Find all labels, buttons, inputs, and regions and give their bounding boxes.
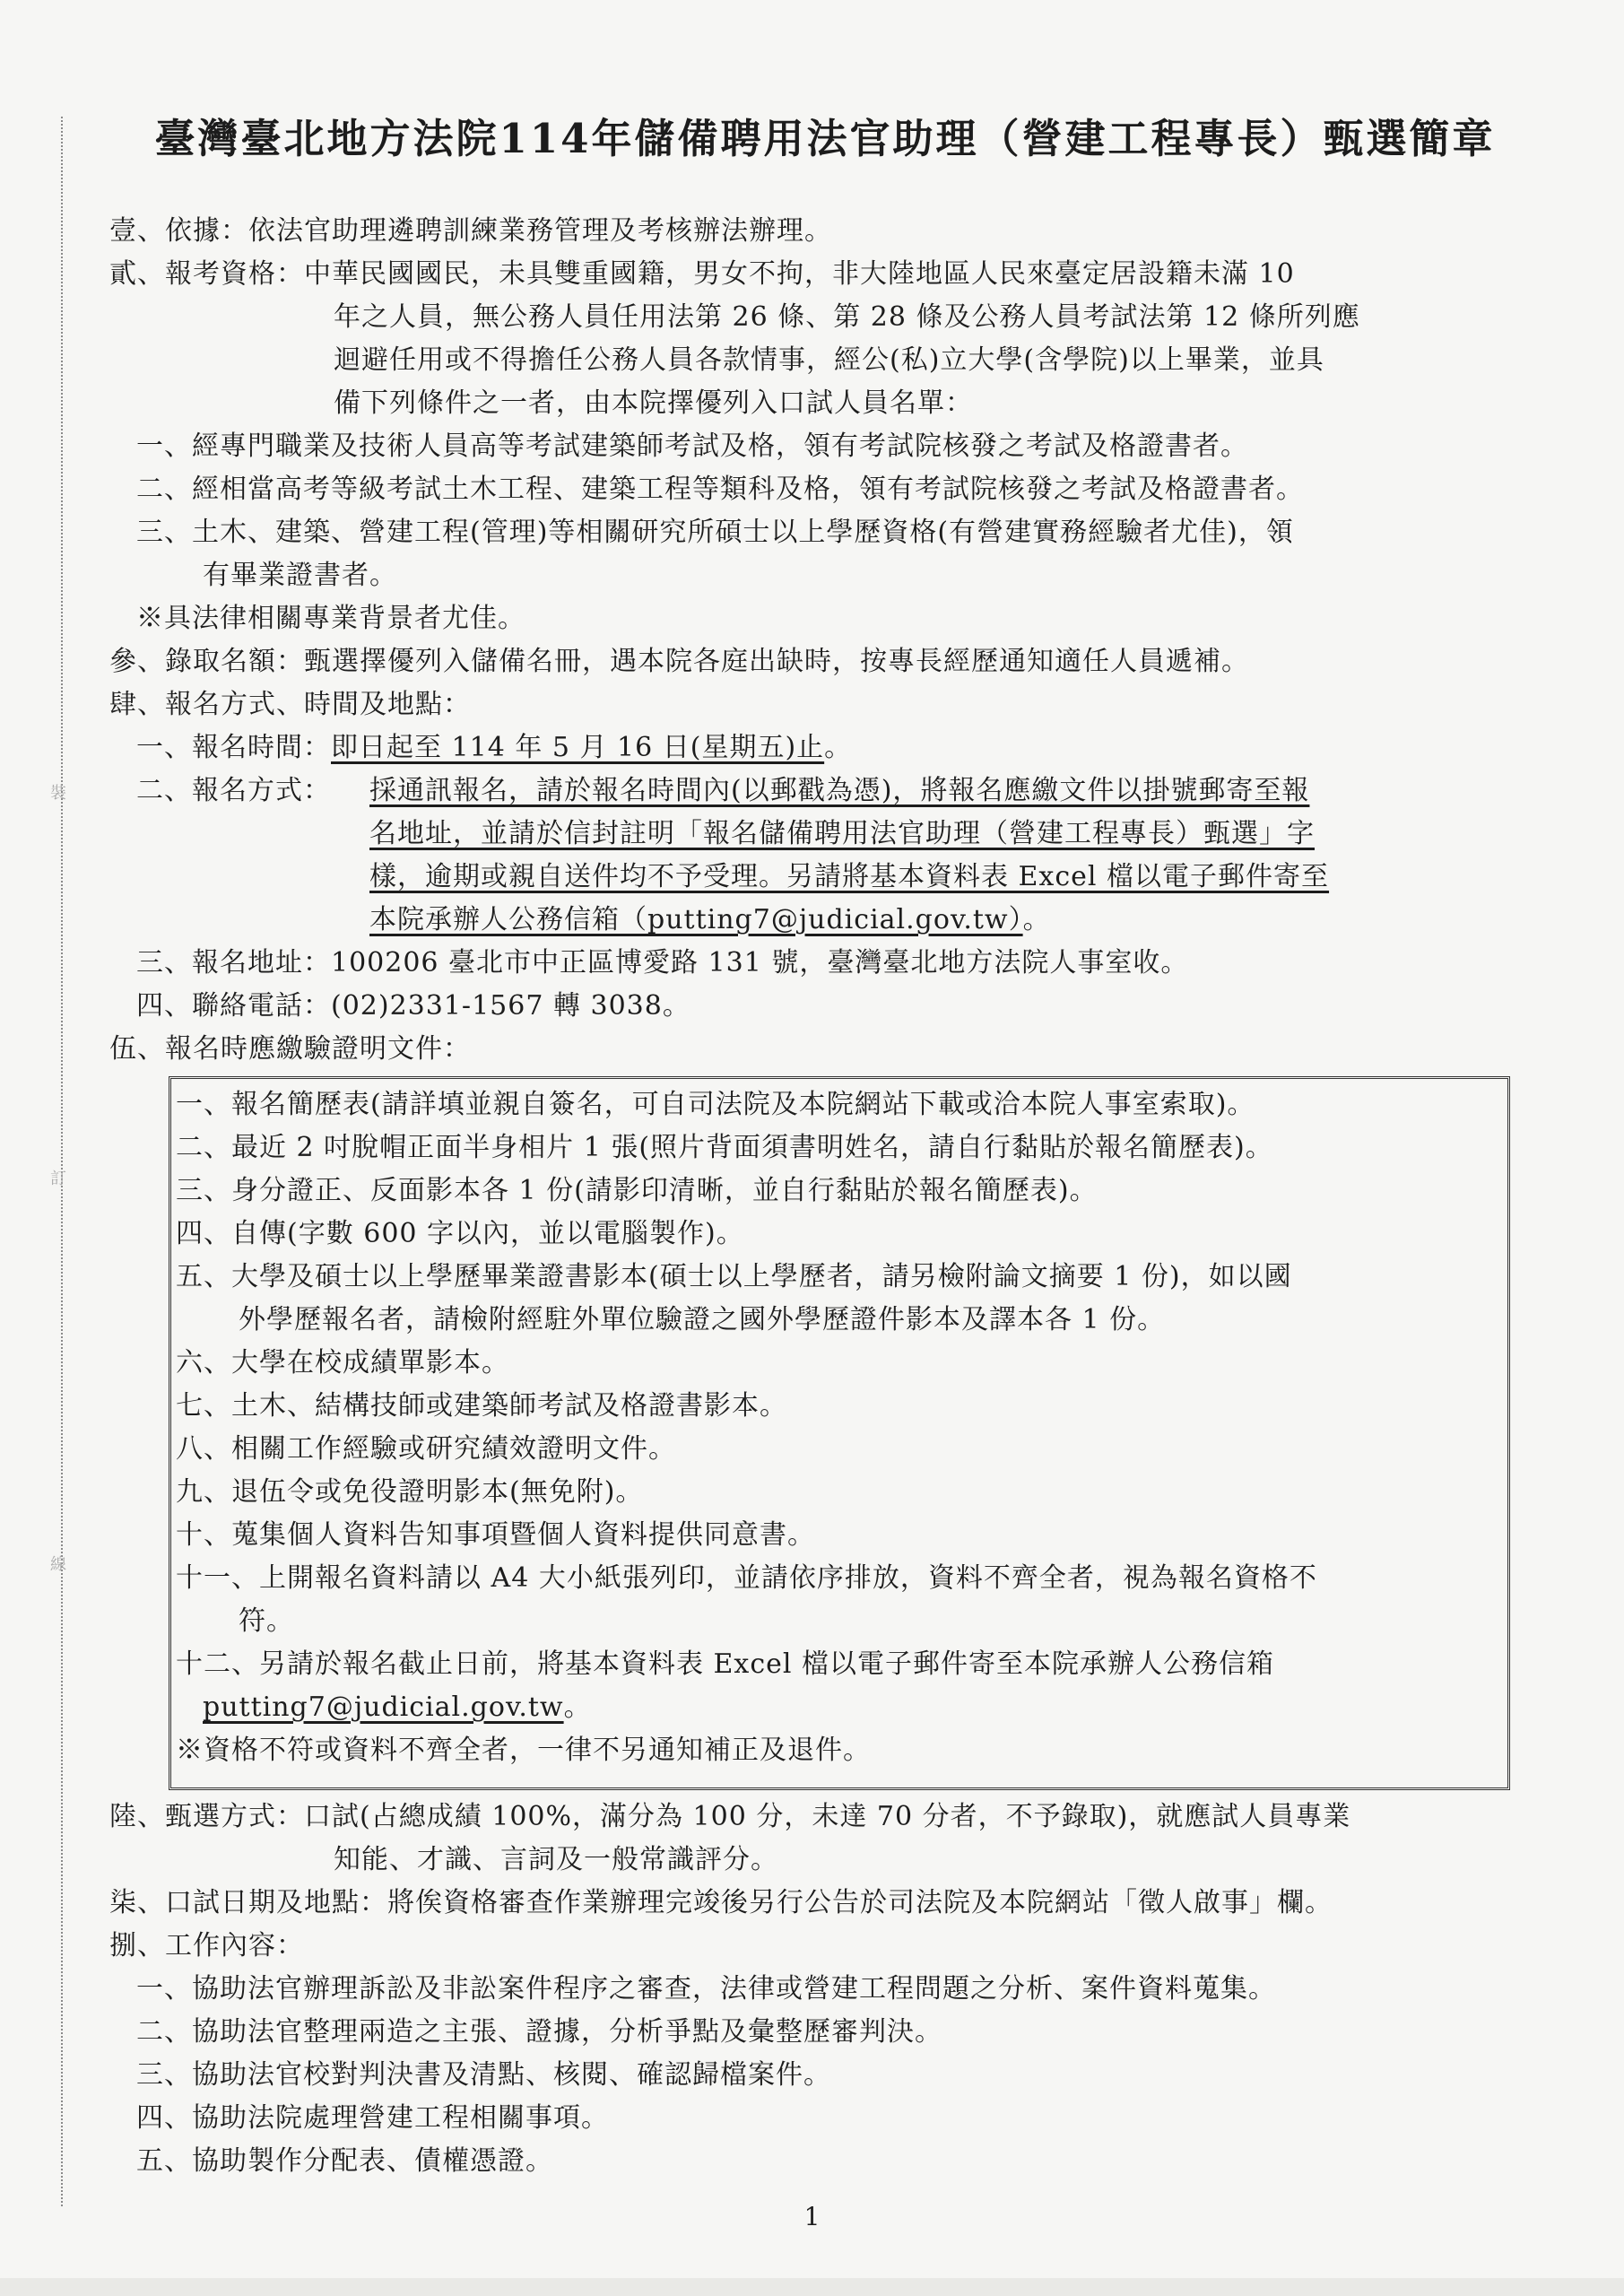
section-eligibility-line: 年之人員，無公務人員任用法第 26 條、第 28 條及公務人員考試法第 12 條所列應 [334,301,1360,333]
section-eligibility: 貳、報考資格：中華民國國民，未具雙重國籍，男女不拘，非大陸地區人民來臺定居設籍未滿 10 [109,258,1295,290]
document-note: ※資格不符或資料不齊全者，一律不另通知補正及退件。 [176,1735,871,1766]
binding-mark: 訂 [50,1170,66,1188]
eligibility-item: 二、經相當高考等級考試土木工程、建築工程等類科及格，領有考試院核發之考試及格證書者。 [136,474,1304,505]
registration-method-line: 本院承辦人公務信箱（putting7@judicial.gov.tw）。 [369,904,1051,935]
document-item: 四、自傳(字數 600 字以內，並以電腦製作)。 [176,1218,744,1249]
document-item: 一、報名簡歷表(請詳填並親自簽名，可自司法院及本院網站下載或洽本院人事室索取)。 [176,1089,1255,1120]
section-basis: 壹、依據：依法官助理遴聘訓練業務管理及考核辦法辦理。 [109,215,832,247]
section-selection-line: 知能、才識、言詞及一般常識評分。 [334,1844,778,1875]
registration-method-label: 二、報名方式： [136,775,331,806]
document-item: 七、土木、結構技師或建築師考試及格證書影本。 [176,1390,787,1422]
document-item: 十二、另請於報名截止日前，將基本資料表 Excel 檔以電子郵件寄至本院承辦人公務信箱 [176,1648,1275,1680]
duty-item: 四、協助法院處理營建工程相關事項。 [136,2102,609,2134]
duty-item: 五、協助製作分配表、債權憑證。 [136,2145,553,2177]
document-item: 三、身分證正、反面影本各 1 份(請影印清晰，並自行黏貼於報名簡歷表)。 [176,1175,1098,1206]
eligibility-item: 一、經專門職業及技術人員高等考試建築師考試及格，領有考試院核發之考試及格證書者。 [136,430,1248,462]
registration-phone: 四、聯絡電話：(02)2331-1567 轉 3038。 [136,990,690,1022]
section-eligibility-line: 備下列條件之一者，由本院擇優列入口試人員名單： [334,387,973,419]
section-documents: 伍、報名時應繳驗證明文件： [109,1033,471,1065]
document-item-cont: putting7@judicial.gov.tw。 [203,1692,592,1723]
eligibility-item: 三、土木、建築、營建工程(管理)等相關研究所碩士以上學歷資格(有營建實務經驗者尤佳)，領 [136,517,1294,548]
duty-item: 二、協助法官整理兩造之主張、證據，分析爭點及彙整歷審判決。 [136,2016,942,2048]
section-quota: 參、錄取名額：甄選擇優列入儲備名冊，遇本院各庭出缺時，按專長經歷通知適任人員遞補。 [109,646,1249,677]
page-number: 1 [803,2202,821,2231]
section-eligibility-line: 迴避任用或不得擔任公務人員各款情事，經公(私)立大學(含學院)以上畢業，並具 [334,344,1324,376]
registration-time-label: 一、報名時間： [136,732,331,763]
eligibility-note: ※具法律相關專業背景者尤佳。 [136,603,525,634]
binding-mark: 裝 [50,784,66,803]
document-item-cont: 符。 [239,1605,294,1637]
document-item: 五、大學及碩士以上學歷畢業證書影本(碩士以上學歷者，請另檢附論文摘要 1 份)，如以國 [176,1261,1292,1292]
document-item: 十一、上開報名資料請以 A4 大小紙張列印，並請依序排放，資料不齊全者，視為報名資格不 [176,1562,1317,1594]
registration-method-line: 樣，逾期或親自送件均不予受理。另請將基本資料表 Excel 檔以電子郵件寄至 [369,861,1330,892]
page-title: 臺灣臺北地方法院114年儲備聘用法官助理（營建工程專長）甄選簡章 [154,115,1496,162]
eligibility-item-cont: 有畢業證書者。 [203,560,397,591]
document-item: 九、退伍令或免役證明影本(無免附)。 [176,1476,644,1508]
registration-address: 三、報名地址：100206 臺北市中正區博愛路 131 號，臺灣臺北地方法院人事室收。 [136,947,1189,978]
document-item: 八、相關工作經驗或研究績效證明文件。 [176,1433,676,1465]
page-edge [0,2278,1624,2296]
document-item: 二、最近 2 吋脫帽正面半身相片 1 張(照片背面須書明姓名，請自行黏貼於報名簡歷表)。 [176,1132,1273,1163]
duty-item: 一、協助法官辦理訴訟及非訟案件程序之審查，法律或營建工程問題之分析、案件資料蒐集。 [136,1973,1276,2005]
registration-time-value: 即日起至 114 年 5 月 16 日(星期五)止 [331,732,825,763]
section-registration: 肆、報名方式、時間及地點： [109,689,471,720]
section-selection: 陸、甄選方式：口試(占總成績 100%，滿分為 100 分，未達 70 分者，不予錄取)，就應試人員專業 [109,1801,1351,1832]
section-duties: 捌、工作內容： [109,1930,304,1961]
official-email-link[interactable]: 本院承辦人公務信箱（putting7@judicial.gov.tw） [369,904,1023,935]
document-item: 十、蒐集個人資料告知事項暨個人資料提供同意書。 [176,1519,815,1551]
section-interview: 柒、口試日期及地點：將俟資格審查作業辦理完竣後另行公告於司法院及本院網站「徵人啟事」欄。 [109,1887,1333,1918]
binding-mark: 線 [50,1555,66,1574]
registration-method-line: 採通訊報名，請於報名時間內(以郵戳為憑)，將報名應繳文件以掛號郵寄至報 [369,775,1310,806]
registration-method-line: 名地址，並請於信封註明「報名儲備聘用法官助理（營建工程專長）甄選」字 [369,818,1315,849]
document-item: 六、大學在校成績單影本。 [176,1347,509,1378]
duty-item: 三、協助法官校對判決書及清點、核閱、確認歸檔案件。 [136,2059,831,2091]
document-item-cont: 外學歷報名者，請檢附經駐外單位驗證之國外學歷證件影本及譯本各 1 份。 [239,1304,1166,1335]
binding-line [61,117,63,2206]
official-email-link[interactable]: putting7@judicial.gov.tw [203,1692,564,1723]
registration-time: 一、報名時間：即日起至 114 年 5 月 16 日(星期五)止。 [136,732,853,763]
